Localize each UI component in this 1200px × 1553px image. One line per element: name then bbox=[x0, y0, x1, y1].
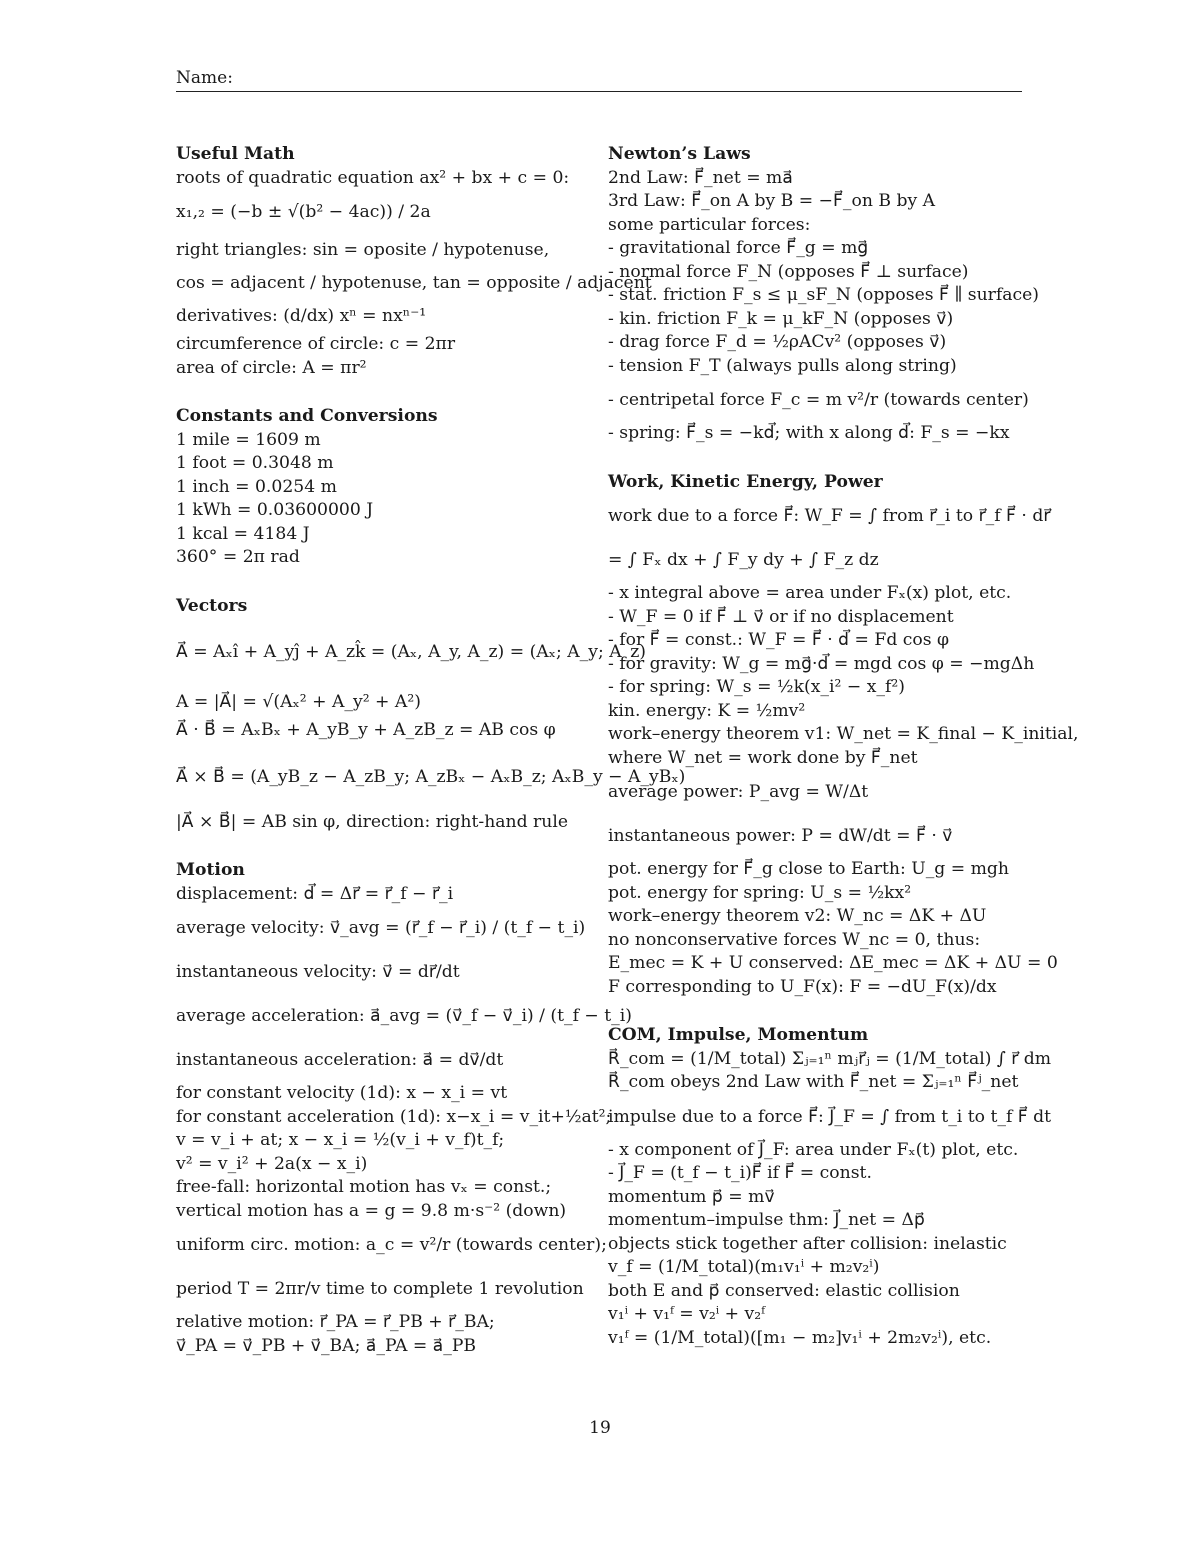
formula-line: 2nd Law: F⃗_net = ma⃗ bbox=[608, 167, 793, 188]
formula-line: average acceleration: a⃗_avg = (v⃗_f − v⃗_i) / (t_f − t_i) bbox=[176, 1006, 632, 1026]
page-number: 19 bbox=[589, 1418, 611, 1438]
formula-line: = ∫ Fₓ dx + ∫ F_y dy + ∫ F_z dz bbox=[608, 550, 879, 570]
formula-line: roots of quadratic equation ax² + bx + c = 0: bbox=[176, 167, 570, 188]
formula-line: R⃗_com obeys 2nd Law with F⃗_net = Σⱼ₌₁ⁿ F⃗ʲ_net bbox=[608, 1072, 1019, 1092]
formula-line: - centripetal force F_c = m v²/r (towards center) bbox=[608, 390, 1029, 410]
formula-line: - for gravity: W_g = mg⃗·d⃗ = mgd cos φ = −mgΔh bbox=[608, 653, 1035, 674]
formula-line: where W_net = work done by F⃗_net bbox=[608, 747, 918, 768]
section-title: Newton’s Laws bbox=[608, 144, 751, 164]
section-vectors bbox=[176, 595, 686, 835]
formula-line: 1 foot = 0.3048 m bbox=[176, 453, 334, 473]
formula-line: period T = 2πr/v time to complete 1 revolution bbox=[176, 1279, 584, 1299]
formula-line: uniform circ. motion: a_c = v²/r (towards center); bbox=[176, 1235, 607, 1255]
formula-line: - stat. friction F_s ≤ μ_sF_N (opposes F⃗ ∥ surface) bbox=[608, 285, 1039, 305]
formula-line: instantaneous acceleration: a⃗ = dv⃗/dt bbox=[176, 1050, 504, 1070]
formula-line: kin. energy: K = ½mv² bbox=[608, 700, 806, 721]
formula-line: vertical motion has a = g = 9.8 m·s⁻² (down) bbox=[176, 1200, 567, 1221]
formula-line: for constant acceleration (1d): x−x_i = v_it+½at²; bbox=[176, 1106, 612, 1127]
formula-line: R⃗_com = (1/M_total) Σⱼ₌₁ⁿ mⱼr⃗ⱼ = (1/M_total) ∫ r⃗ dm bbox=[608, 1048, 1052, 1069]
formula-line: - x integral above = area under Fₓ(x) plot, etc. bbox=[608, 583, 1012, 603]
formula-line: cos = adjacent / hypotenuse, tan = opposite / adjacent bbox=[176, 273, 652, 293]
formula-line: v_f = (1/M_total)(m₁v₁ⁱ + m₂v₂ⁱ) bbox=[608, 1257, 880, 1277]
section-title: Motion bbox=[176, 860, 245, 880]
section-useful-math bbox=[176, 143, 652, 380]
formula-line: no nonconservative forces W_nc = 0, thus: bbox=[608, 929, 981, 950]
formula-line: - for spring: W_s = ½k(x_i² − x_f²) bbox=[608, 677, 905, 697]
formula-line: 1 inch = 0.0254 m bbox=[176, 476, 337, 497]
formula-line: - drag force F_d = ½ρACv² (opposes v⃗) bbox=[608, 332, 947, 352]
formula-line: v = v_i + at; x − x_i = ½(v_i + v_f)t_f; bbox=[176, 1130, 505, 1150]
formula-line: for constant velocity (1d): x − x_i = vt bbox=[176, 1083, 508, 1103]
formula-line: F corresponding to U_F(x): F = −dU_F(x)/dx bbox=[608, 976, 997, 997]
formula-line: - tension F_T (always pulls along string) bbox=[608, 355, 957, 376]
formula-line: 1 mile = 1609 m bbox=[176, 429, 321, 450]
name-label: Name: bbox=[176, 68, 233, 88]
formula-line: - for F⃗ = const.: W_F = F⃗ · d⃗ = Fd cos φ bbox=[608, 630, 950, 650]
formula-line: momentum–impulse thm: J⃗_net = Δp⃗ bbox=[608, 1210, 925, 1230]
formula-line: objects stick together after collision: inelastic bbox=[608, 1233, 1007, 1254]
formula-line: both E and p⃗ conserved: elastic collision bbox=[608, 1280, 960, 1301]
name-field bbox=[176, 68, 1022, 92]
section-constants-and-conversions bbox=[176, 405, 591, 570]
formula-line: - x component of J⃗_F: area under Fₓ(t) plot, etc. bbox=[608, 1139, 1019, 1160]
section-title: COM, Impulse, Momentum bbox=[608, 1025, 869, 1045]
formula-line: displacement: d⃗ = Δr⃗ = r⃗_f − r⃗_i bbox=[176, 883, 454, 904]
formula-line: average power: P_avg = W/Δt bbox=[608, 782, 869, 802]
formula-line: some particular forces: bbox=[608, 214, 811, 235]
formula-line: |A⃗ × B⃗| = AB sin φ, direction: right-hand rule bbox=[176, 811, 568, 832]
formula-line: instantaneous power: P = dW/dt = F⃗ · v⃗ bbox=[608, 826, 953, 846]
formula-line: A = |A⃗| = √(Aₓ² + A_y² + A²) bbox=[176, 692, 421, 712]
formula-line: - gravitational force F⃗_g = mg⃗ bbox=[608, 238, 869, 258]
formula-line: right triangles: sin = oposite / hypotenuse, bbox=[176, 240, 550, 260]
formula-line: work–energy theorem v2: W_nc = ΔK + ΔU bbox=[608, 906, 987, 926]
formula-line: work due to a force F⃗: W_F = ∫ from r⃗_i to r⃗_f F⃗ · dr⃗ bbox=[608, 506, 1051, 526]
formula-line: relative motion: r⃗_PA = r⃗_PB + r⃗_BA; bbox=[176, 1312, 495, 1332]
formula-line: 360° = 2π rad bbox=[176, 547, 300, 567]
section-com-impulse-momentum bbox=[608, 1024, 1052, 1350]
formula-line: circumference of circle: c = 2πr bbox=[176, 334, 456, 354]
formula-line: instantaneous velocity: v⃗ = dr⃗/dt bbox=[176, 962, 460, 982]
formula-line: 1 kcal = 4184 J bbox=[176, 523, 310, 544]
formula-line: v₁ⁱ + v₁ᶠ = v₂ⁱ + v₂ᶠ bbox=[608, 1304, 765, 1324]
section-motion bbox=[176, 859, 632, 1358]
right-column bbox=[608, 143, 1079, 1375]
formula-line: - normal force F_N (opposes F⃗ ⊥ surface) bbox=[608, 261, 969, 282]
formula-line: momentum p⃗ = mv⃗ bbox=[608, 1186, 775, 1207]
formula-line: work–energy theorem v1: W_net = K_final − K_initial, bbox=[608, 724, 1079, 744]
formula-line: impulse due to a force F⃗: J⃗_F = ∫ from t_i to t_f F⃗ dt bbox=[608, 1106, 1052, 1127]
formula-line: pot. energy for spring: U_s = ½kx² bbox=[608, 882, 912, 903]
formula-line: average velocity: v⃗_avg = (r⃗_f − r⃗_i) / (t_f − t_i) bbox=[176, 918, 586, 938]
formula-line: 1 kWh = 0.03600000 J bbox=[176, 500, 374, 520]
formula-line: derivatives: (d/dx) xⁿ = nxⁿ⁻¹ bbox=[176, 306, 427, 326]
formula-line: free-fall: horizontal motion has vₓ = const.; bbox=[176, 1177, 552, 1197]
formula-line: - J⃗_F = (t_f − t_i)F⃗ if F⃗ = const. bbox=[608, 1163, 872, 1183]
section-title: Vectors bbox=[176, 595, 248, 616]
formula-line: area of circle: A = πr² bbox=[176, 357, 367, 378]
formula-line: E_mec = K + U conserved: ΔE_mec = ΔK + ΔU = 0 bbox=[608, 953, 1058, 973]
formula-line: 3rd Law: F⃗_on A by B = −F⃗_on B by A bbox=[608, 191, 936, 211]
formula-line: - W_F = 0 if F⃗ ⊥ v⃗ or if no displacement bbox=[608, 606, 954, 627]
formula-line: v⃗_PA = v⃗_PB + v⃗_BA; a⃗_PA = a⃗_PB bbox=[176, 1335, 477, 1356]
section-title: Constants and Conversions bbox=[176, 406, 438, 426]
section-work-kinetic-energy-power bbox=[608, 471, 1079, 1000]
section-title: Useful Math bbox=[176, 144, 295, 164]
formula-line: A⃗ · B⃗ = AₓBₓ + A_yB_y + A_zB_z = AB cos φ bbox=[176, 720, 556, 740]
section-title: Work, Kinetic Energy, Power bbox=[608, 471, 883, 492]
formula-line: A⃗ × B⃗ = (A_yB_z − A_zB_y; A_zBₓ − AₓB_z; AₓB_y − A_yBₓ) bbox=[176, 766, 686, 787]
formula-line: pot. energy for F⃗_g close to Earth: U_g = mgh bbox=[608, 859, 1009, 879]
formula-line: A⃗ = Aₓî + A_yĵ + A_zk̂ = (Aₓ, A_y, A_z) = (Aₓ; A_y; A_z) bbox=[176, 642, 646, 662]
section-newton-s-laws bbox=[608, 143, 1039, 446]
formula-line: - spring: F⃗_s = −kd⃗; with x along d⃗: F_s = −kx bbox=[608, 423, 1010, 443]
formula-line: v² = v_i² + 2a(x − x_i) bbox=[176, 1153, 368, 1174]
formula-line: v₁ᶠ = (1/M_total)([m₁ − m₂]v₁ⁱ + 2m₂v₂ⁱ), etc. bbox=[608, 1327, 992, 1348]
formula-line: - kin. friction F_k = μ_kF_N (opposes v⃗) bbox=[608, 308, 954, 329]
formula-line: x₁,₂ = (−b ± √(b² − 4ac)) / 2a bbox=[176, 202, 431, 222]
